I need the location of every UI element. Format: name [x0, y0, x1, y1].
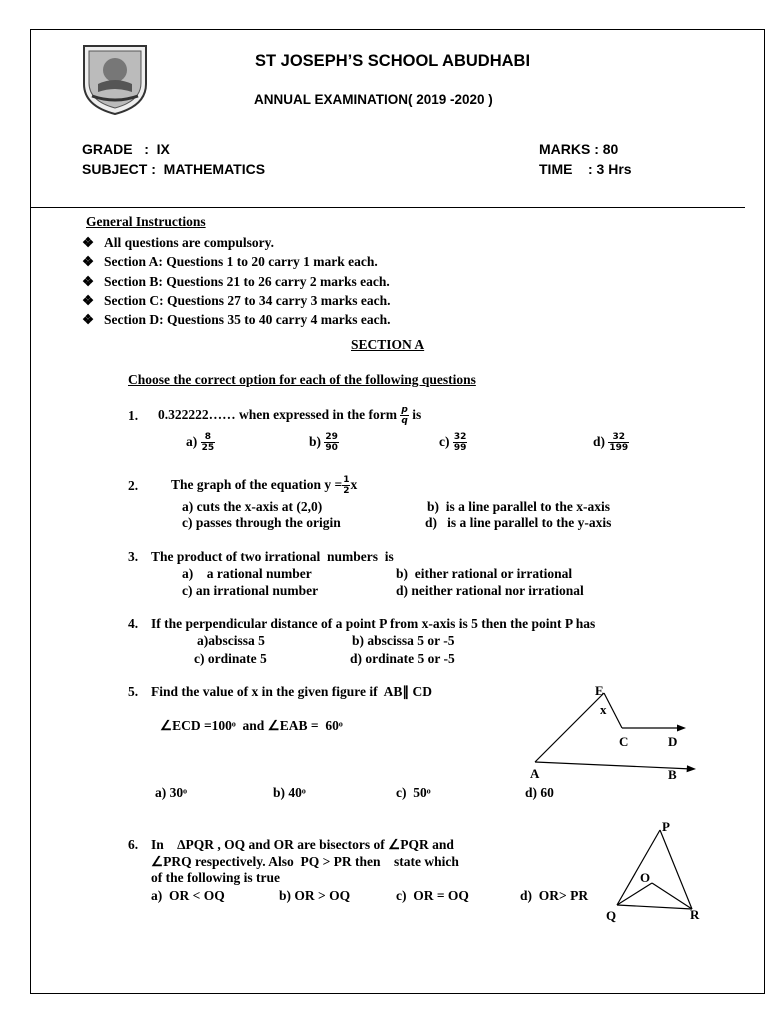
q6-option-a: a) OR < OQ — [151, 888, 225, 903]
label-d: D — [668, 734, 678, 749]
instruction-item: ❖ Section B: Questions 21 to 26 carry 2 marks each. — [82, 273, 390, 289]
q2-text: The graph of the equation y = $\frac{1}{2}$ x — [171, 475, 358, 497]
q5-option-a: a) 30ᵒ — [155, 785, 187, 800]
section-title: SECTION A — [351, 337, 425, 352]
instruction-item: ❖ All questions are compulsory. — [82, 235, 275, 250]
instruction-item: ❖ Section C: Questions 27 to 34 carry 3 marks each. — [82, 292, 391, 308]
label-o: O — [640, 870, 651, 885]
exam-title: ANNUAL EXAMINATION( 2019 -2020 ) — [254, 92, 493, 107]
instruction-item: ❖ Section A: Questions 1 to 20 carry 1 mark each. — [82, 254, 378, 270]
q5-figure — [520, 680, 700, 785]
q2-number: 2. — [128, 478, 139, 493]
q3-number: 3. — [128, 549, 139, 564]
header-divider — [31, 207, 745, 208]
q4-option-b: b) abscissa 5 or -5 — [352, 633, 455, 648]
q5-option-d: d) 60 — [525, 785, 554, 800]
q4-option-d: d) ordinate 5 or -5 — [350, 651, 455, 666]
q6-option-c: c) OR = OQ — [396, 888, 469, 903]
subject-label: SUBJECT : MATHEMATICS — [82, 161, 266, 177]
line-pr — [660, 830, 692, 909]
line-qr — [617, 905, 692, 909]
q6-option-b: b) OR > OQ — [279, 888, 351, 903]
q1-text: 0.322222…… when expressed in the form $\frac{p}{q}$ is — [158, 405, 422, 427]
arrow-b — [687, 765, 696, 772]
q5-text: Find the value of x in the given figure if AB∥ CD — [151, 684, 433, 699]
q3-option-d: d) neither rational nor irrational — [396, 583, 584, 598]
label-x: x — [600, 702, 607, 717]
q1-form-fraction: $\frac{p}{q}$ — [401, 405, 408, 427]
q5-angles: ∠ECD =100ᵒ and ∠EAB = 60ᵒ — [160, 718, 343, 733]
q6-line-2: ∠PRQ respectively. Also PQ > PR then state which — [151, 854, 459, 869]
q2-option-d: d) is a line parallel to the y-axis — [425, 515, 612, 530]
q1-option-c: c) $\frac{32}{99}$ — [439, 432, 467, 454]
label-r: R — [690, 907, 700, 922]
line-ae — [535, 693, 604, 762]
q5-option-c: c) 50ᵒ — [396, 785, 431, 800]
line-or — [652, 883, 692, 909]
label-p: P — [662, 819, 670, 834]
q3-option-c: c) an irrational number — [182, 583, 319, 598]
q6-figure — [600, 815, 710, 925]
q1-option-a: a) $\frac{8}{25}$ — [186, 432, 215, 454]
q5-option-b: b) 40ᵒ — [273, 785, 306, 800]
instruction-item: ❖ Section D: Questions 35 to 40 carry 4 marks each. — [82, 312, 391, 328]
school-logo — [78, 40, 152, 116]
label-q: Q — [606, 908, 617, 923]
time-label: TIME : 3 Hrs — [539, 161, 632, 177]
q4-text: If the perpendicular distance of a point P from x-axis is 5 then the point P has — [151, 616, 596, 631]
label-e: E — [595, 683, 604, 698]
q1-option-d: d) $\frac{32}{199}$ — [593, 432, 629, 454]
label-a: A — [530, 766, 540, 781]
q1-number: 1. — [128, 408, 139, 423]
line-qo — [617, 883, 652, 905]
instructions-list — [82, 233, 390, 329]
q2-option-a: a) cuts the x-axis at (2,0) — [182, 499, 323, 514]
marks-label: MARKS : 80 — [539, 141, 619, 157]
label-b: B — [668, 767, 677, 782]
q6-number: 6. — [128, 837, 139, 852]
q3-option-a: a) a rational number — [182, 566, 312, 581]
q4-number: 4. — [128, 616, 139, 631]
label-c: C — [619, 734, 629, 749]
grade-label: GRADE : IX — [82, 141, 170, 157]
q6-option-d: d) OR> PR — [520, 888, 589, 903]
q3-text: The product of two irrational numbers is — [151, 549, 394, 564]
q6-line-3: of the following is true — [151, 870, 280, 885]
q6-line-1: In ∆PQR , OQ and OR are bisectors of ∠PQR and — [151, 837, 454, 852]
q5-number: 5. — [128, 684, 139, 699]
instructions-title: General Instructions — [86, 214, 206, 229]
q1-option-b: b) $\frac{29}{90}$ — [309, 432, 338, 454]
line-ec — [604, 693, 622, 728]
q2-option-b: b) is a line parallel to the x-axis — [427, 499, 610, 514]
line-pq — [617, 830, 660, 905]
q2-option-c: c) passes through the origin — [182, 515, 341, 530]
q3-option-b: b) either rational or irrational — [396, 566, 573, 581]
q4-option-a: a)abscissa 5 — [197, 633, 265, 648]
school-name: ST JOSEPH’S SCHOOL ABUDHABI — [255, 52, 531, 70]
q4-option-c: c) ordinate 5 — [194, 651, 267, 666]
arrow-d — [677, 725, 686, 732]
section-direction: Choose the correct option for each of the following questions — [128, 372, 476, 387]
